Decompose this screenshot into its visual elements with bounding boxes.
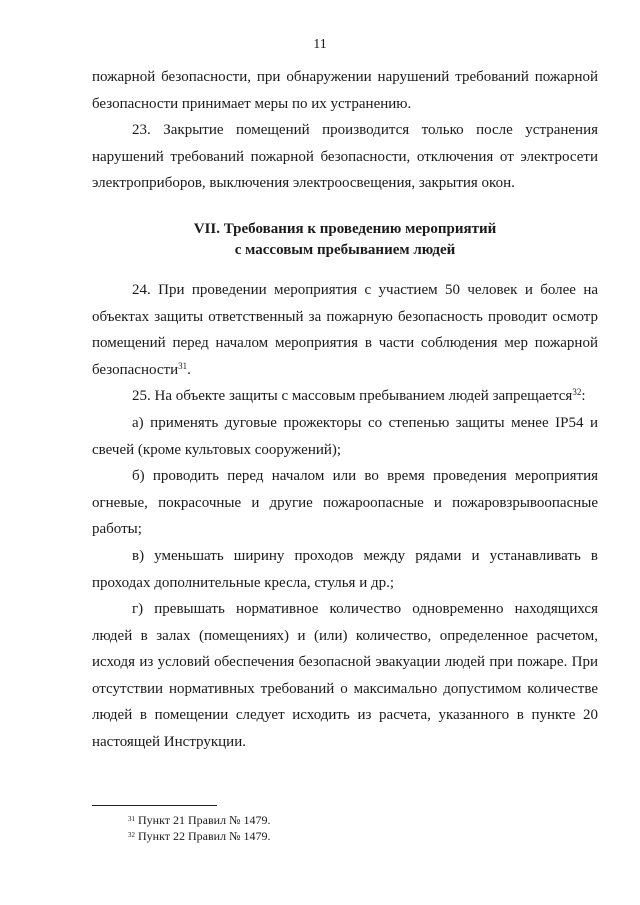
paragraph-23: 23. Закрытие помещений производится только после устранения нарушений требований пожарной безопасности, отключения от электросети электроприборов, выключения электроосвещения, закрытия окон. <box>92 122 598 192</box>
footnote-ref-32[interactable]: 32 <box>572 387 582 398</box>
footnotes <box>128 812 271 844</box>
footnote-31 <box>128 812 271 828</box>
list-item-v: в) уменьшать ширину проходов между рядами и устанавливать в проходах дополнительные кресла, стулья и др.; <box>92 547 598 591</box>
paragraph-24 <box>92 277 598 383</box>
paragraph-continuation: пожарной безопасности, при обнаружении нарушений требований пожарной безопасности принимает меры по их устранению. <box>92 69 598 112</box>
paragraph-24-end: . <box>187 361 191 378</box>
footnote-32-number: 32 <box>128 831 135 839</box>
list-item-a: а) применять дуговые прожекторы со степенью защиты менее IP54 и свечей (кроме культовых сооружений); <box>92 414 598 458</box>
paragraph-25-text: 25. На объекте защиты с массовым пребыванием людей запрещается <box>132 388 573 405</box>
footnote-31-text: Пункт 21 Правил № 1479. <box>138 813 271 827</box>
page-number: 11 <box>313 37 327 52</box>
section-heading-line1: VII. Требования к проведению мероприятий <box>193 220 497 237</box>
section-heading-line2: с массовым пребыванием людей <box>234 241 456 258</box>
section-heading <box>92 219 598 261</box>
page-body <box>92 64 598 756</box>
list-item-b: б) проводить перед началом или во время проведения мероприятия огневые, покрасочные и другие пожароопасные и пожаровзрывоопасные работы; <box>92 468 598 538</box>
footnote-divider <box>92 805 217 806</box>
paragraph-25-end: : <box>581 388 586 405</box>
footnote-32-text: Пункт 22 Правил № 1479. <box>138 829 271 843</box>
list-item-g: г) превышать нормативное количество одновременно находящихся людей в залах (помещениях) и (или) количество, определенное расчетом, исходя из условий обеспечения безопасной эвакуации людей при пожаре. При отсутствии нормативных требований о максимально допустимом количестве людей в помещении следует исходить из расчета, указанного в пункте 20 настоящей Инструкции. <box>92 601 598 751</box>
footnote-31-number: 31 <box>128 815 135 823</box>
footnote-ref-31[interactable]: 31 <box>178 360 188 371</box>
paragraph-25 <box>92 383 598 410</box>
paragraph-24-text: 24. При проведении мероприятия с участием 50 человек и более на объектах защиты ответственный за пожарную безопасность проводит осмотр помещений перед началом мероприятия в части соблюдения мер пожарной безопасности <box>92 281 598 378</box>
footnote-32 <box>128 828 271 844</box>
